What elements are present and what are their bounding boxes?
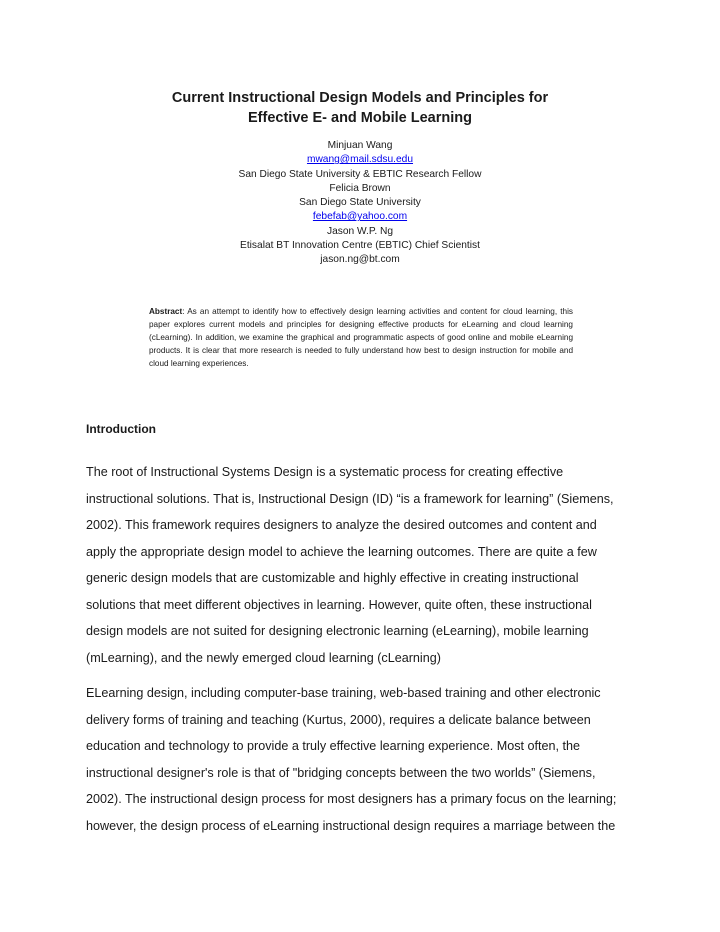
text-line: however, the design process of eLearning instructional design requires a marriage between the <box>86 818 616 833</box>
text-line: solutions that meet different objectives in learning. However, quite often, these instructional <box>86 597 592 612</box>
text-line: generic design models that are customizable and highly effective in creating instructional <box>86 571 579 585</box>
author-email-link[interactable]: mwang@mail.sdsu.edu <box>306 154 414 166</box>
text-line: apply the appropriate design model to achieve the learning outcomes. There are quite a few <box>86 544 597 559</box>
text-line: instructional solutions. That is, Instructional Design (ID) “is a framework for learning” (Siemens, <box>86 491 614 506</box>
text-line: instructional designer's role is that of "bridging concepts between the two worlds” (Siemens, <box>86 765 596 780</box>
paragraph-1 <box>86 459 646 671</box>
paper-title-line-1: Current Instructional Design Models and Principles for <box>171 90 549 106</box>
author-email-link[interactable]: febefab@yahoo.com <box>312 211 408 223</box>
abstract <box>149 305 573 370</box>
paper-title-line-2: Effective E- and Mobile Learning <box>248 110 472 126</box>
author-line: Jason W.P. Ng <box>326 225 394 237</box>
author-line: San Diego State University <box>299 197 421 209</box>
section-heading: Introduction <box>86 422 156 436</box>
paragraph-2 <box>86 680 646 839</box>
text-line: (mLearning), and the newly emerged cloud learning (cLearning) <box>86 650 441 665</box>
author-line: Etisalat BT Innovation Centre (EBTIC) Chief Scientist <box>240 240 480 252</box>
author-line: Felicia Brown <box>329 182 391 194</box>
abstract-label: Abstract <box>149 307 183 316</box>
abstract-text: : As an attempt to identify how to effectively design learning activities and content for cloud learning, this paper explores current models and principles for designing effective products for eLearning and cloud learning (cLearning). In addition, we examine the graphical and programmatic aspects of good online and mobile eLearning products. It is clear that more research is needed to fully understand how best to design instruction for mobile and cloud learning experiences. <box>149 307 573 369</box>
text-line: ELearning design, including computer-base training, web-based training and other electronic <box>86 686 601 700</box>
author-line: jason.ng@bt.com <box>320 254 400 266</box>
author-block <box>0 139 720 268</box>
author-line: Minjuan Wang <box>327 140 393 151</box>
text-line: 2002). The instructional design process for most designers has a primary focus on the learning; <box>86 792 617 806</box>
text-line: 2002). This framework requires designers to analyze the desired outcomes and content and <box>86 518 597 532</box>
text-line: delivery forms of training and teaching (Kurtus, 2000), requires a delicate balance between <box>86 712 591 727</box>
text-line: design models are not suited for designing electronic learning (eLearning), mobile learning <box>86 624 589 638</box>
text-line: education and technology to provide a truly effective learning experience. Most often, the <box>86 739 581 753</box>
author-line: San Diego State University & EBTIC Research Fellow <box>238 168 482 180</box>
text-line: The root of Instructional Systems Design is a systematic process for creating effective <box>86 465 564 479</box>
